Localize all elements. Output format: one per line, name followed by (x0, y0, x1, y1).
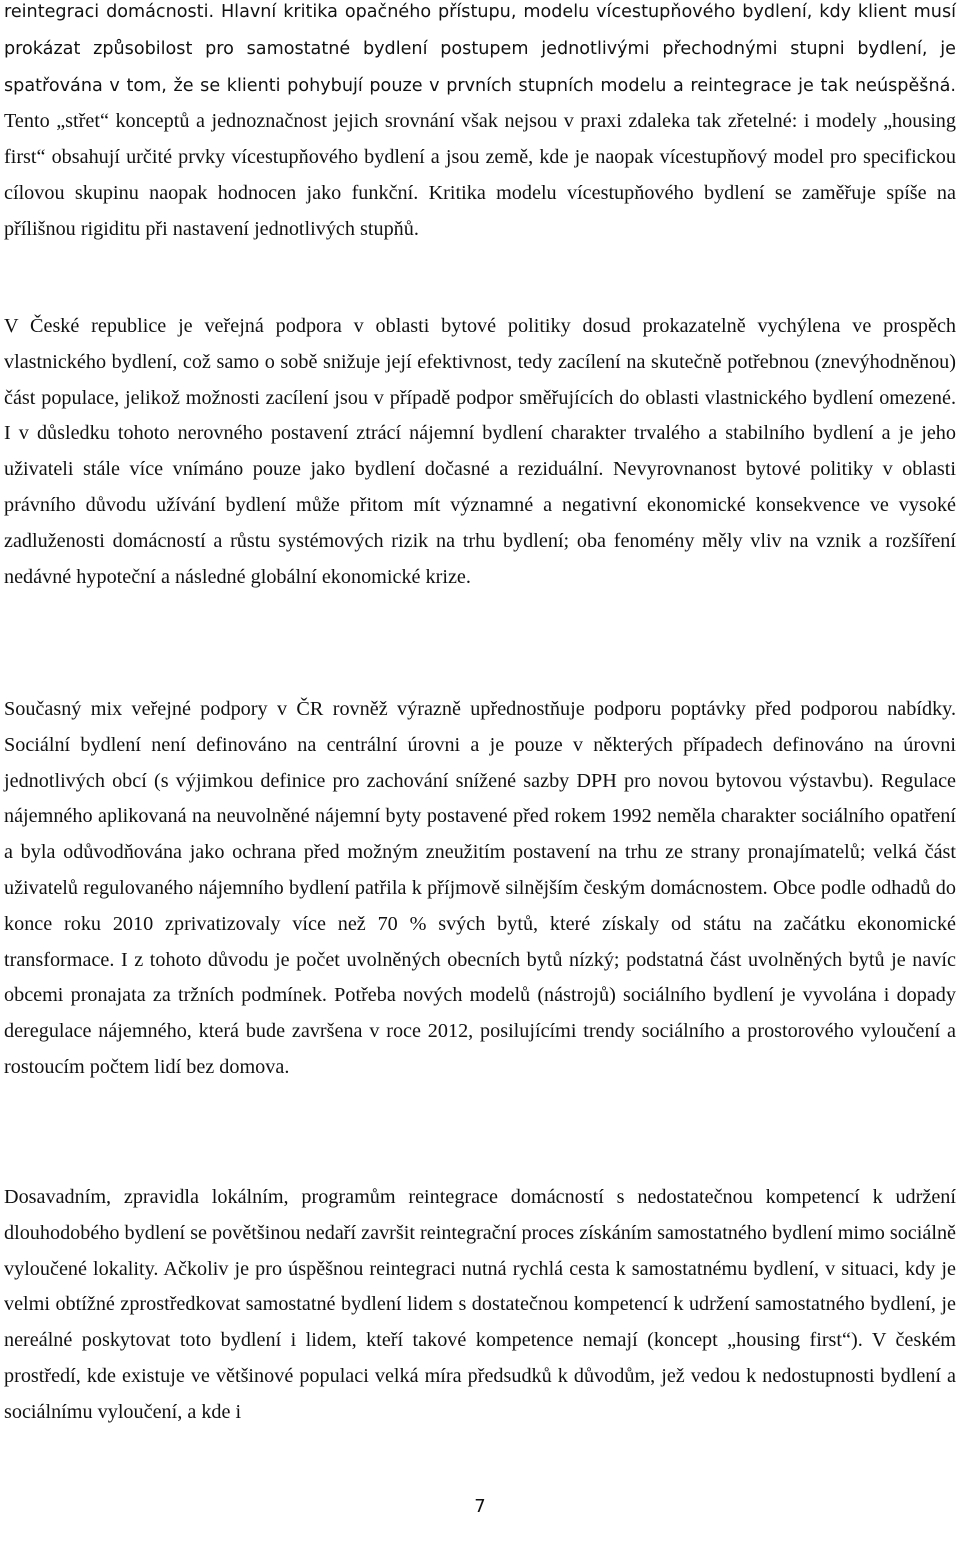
paragraph-1-sans-run: reintegraci domácnosti. Hlavní kritika opačného přístupu, modelu vícestupňového bydlení, kdy klient musí prokázat způsobilost pro samostatné bydlení postupem jednotlivými přechodnými stupni bydlení, je spatřována v tom, že se klienti pohybují pouze v prvních stupních modelu a reintegrace je tak neúspěšná. (4, 2, 956, 96)
paragraph-homelessness-models (4, 0, 956, 248)
paragraph-public-support-mix: Současný mix veřejné podpory v ČR rovněž výrazně upřednostňuje podporu poptávky před podporou nabídky. Sociální bydlení není definováno na centrální úrovni a je pouze v některých případech definováno na úrovni jednotlivých obcí (s výjimkou definice pro zachování snížené sazby DPH pro novou bytovou výstavbu). Regulace nájemného aplikovaná na neuvolněné nájemní byty postavené před rokem 1992 neměla charakter sociálního opatření a byla odůvodňována jako ochrana před možným zneužitím postavení na trhu ze strany pronajímatelů; velká část uživatelů regulovaného nájemního bydlení patřila k příjmově silnějším českým domácnostem. Obce podle odhadů do konce roku 2010 zprivatizovaly více než 70 % svých bytů, které získaly od státu na začátku ekonomické transformace. I z tohoto důvodu je počet uvolněných obecních bytů nízký; podstatná část uvolněných bytů je navíc obcemi pronajata za tržních podmínek. Potřeba nových modelů (nástrojů) sociálního bydlení je vyvolána i dopady deregulace nájemného, která bude završena v roce 2012, posilujícími trendy sociálního a prostorového vyloučení a rostoucím počtem lidí bez domova. (4, 698, 956, 1078)
paragraph-1-serif-run: Tento „střet“ konceptů a jednoznačnost jejich srovnání však nejsou v praxi zdaleka tak zřetelné: i modely „housing first“ obsahují určité prvky vícestupňového bydlení a jsou země, kde je naopak vícestupňový model pro specifickou cílovou skupinu naopak hodnocen jako funkční. Kritika modelu vícestupňového bydlení se zaměřuje spíše na přílišnou rigiditu při nastavení jednotlivých stupňů. (4, 110, 956, 240)
paragraph-housing-policy: V České republice je veřejná podpora v oblasti bytové politiky dosud prokazatelně vychýlena ve prospěch vlastnického bydlení, což samo o sobě snižuje její efektivnost, tedy zacílení na skutečně potřebnou (znevýhodněnou) část populace, jelikož možnosti zacílení jsou v případě podpor směřujících do oblasti vlastnického bydlení omezené. I v důsledku tohoto nerovného postavení ztrácí nájemní bydlení charakter trvalého a stabilního bydlení a je jeho uživateli stále více vnímáno pouze jako bydlení dočasné a reziduální. Nevyrovnanost bytové politiky v oblasti právního důvodu užívání bydlení může přitom mít významné a negativní ekonomické konsekvence ve vysoké zadluženosti domácností a růstu systémových rizik na trhu bydlení; oba fenomény měly vliv na vznik a rozšíření nedávné hypoteční a následné globální ekonomické krize. (4, 315, 956, 588)
paragraph-reintegration-programs: Dosavadním, zpravidla lokálním, programům reintegrace domácností s nedostatečnou kompetencí k udržení dlouhodobého bydlení se povětšinou nedaří završit reintegrační proces získáním samostatného bydlení mimo sociálně vyloučené lokality. Ačkoliv je pro úspěšnou reintegraci nutná rychlá cesta k samostatnému bydlení, v situaci, kdy je velmi obtížné zprostředkovat samostatné bydlení lidem s dostatečnou kompetencí k udržení samostatného bydlení, je nereálné poskytovat toto bydlení i lidem, kteří takové kompetence nemají (koncept „housing first“). V českém prostředí, kde existuje ve většinové populaci velká míra předsudků k důvodům, jež vedou k nedostupnosti bydlení a sociálnímu vyloučení, a kde i (4, 1186, 956, 1423)
page-number: 7 (474, 1496, 486, 1517)
